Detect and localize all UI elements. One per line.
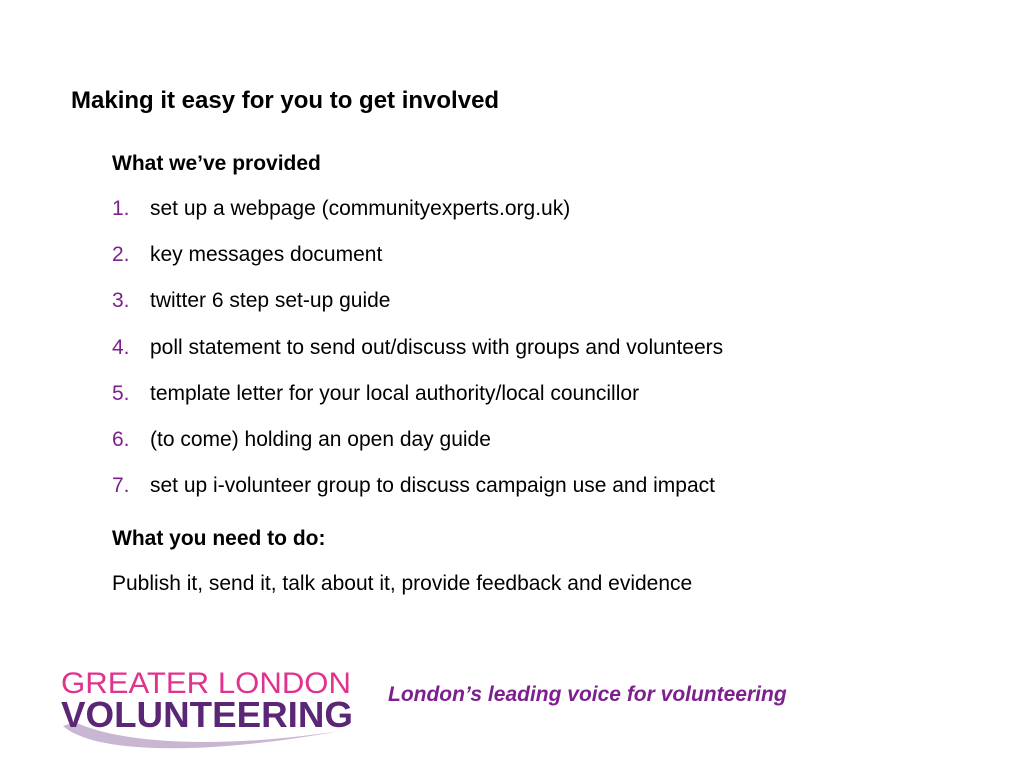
list-item bbox=[112, 335, 723, 381]
greater-london-volunteering-logo bbox=[55, 660, 360, 752]
provided-list bbox=[112, 196, 723, 519]
logo-line2: VOLUNTEERING bbox=[61, 694, 353, 735]
list-item bbox=[112, 381, 723, 427]
list-item-number: 4. bbox=[112, 335, 130, 359]
list-item-text: (to come) holding an open day guide bbox=[150, 427, 491, 451]
footer-tagline: London’s leading voice for volunteering bbox=[388, 683, 787, 706]
list-item-text: set up i-volunteer group to discuss campaign use and impact bbox=[150, 474, 715, 498]
list-item-text: key messages document bbox=[150, 243, 383, 267]
provided-heading: What we’ve provided bbox=[112, 152, 321, 175]
list-item-text: twitter 6 step set-up guide bbox=[150, 289, 391, 313]
slide-title: Making it easy for you to get involved bbox=[71, 87, 500, 114]
list-item-number: 7. bbox=[112, 474, 130, 498]
list-item-number: 5. bbox=[112, 381, 130, 405]
logo-line1: GREATER LONDON bbox=[61, 667, 351, 700]
list-item-text: poll statement to send out/discuss with groups and volunteers bbox=[150, 335, 724, 359]
list-item-number: 2. bbox=[112, 243, 130, 267]
list-item-text: template letter for your local authority/local councillor bbox=[150, 381, 640, 405]
list-item-number: 3. bbox=[112, 289, 130, 313]
list-item bbox=[112, 242, 723, 288]
list-item bbox=[112, 473, 723, 519]
list-item-number: 6. bbox=[112, 427, 130, 451]
list-item-number: 1. bbox=[112, 197, 130, 220]
list-item bbox=[112, 288, 723, 334]
list-item-text: set up a webpage (communityexperts.org.uk) bbox=[150, 197, 571, 220]
todo-text: Publish it, send it, talk about it, provide feedback and evidence bbox=[112, 572, 693, 595]
list-item bbox=[112, 196, 723, 242]
list-item bbox=[112, 427, 723, 473]
todo-heading: What you need to do: bbox=[112, 527, 326, 550]
